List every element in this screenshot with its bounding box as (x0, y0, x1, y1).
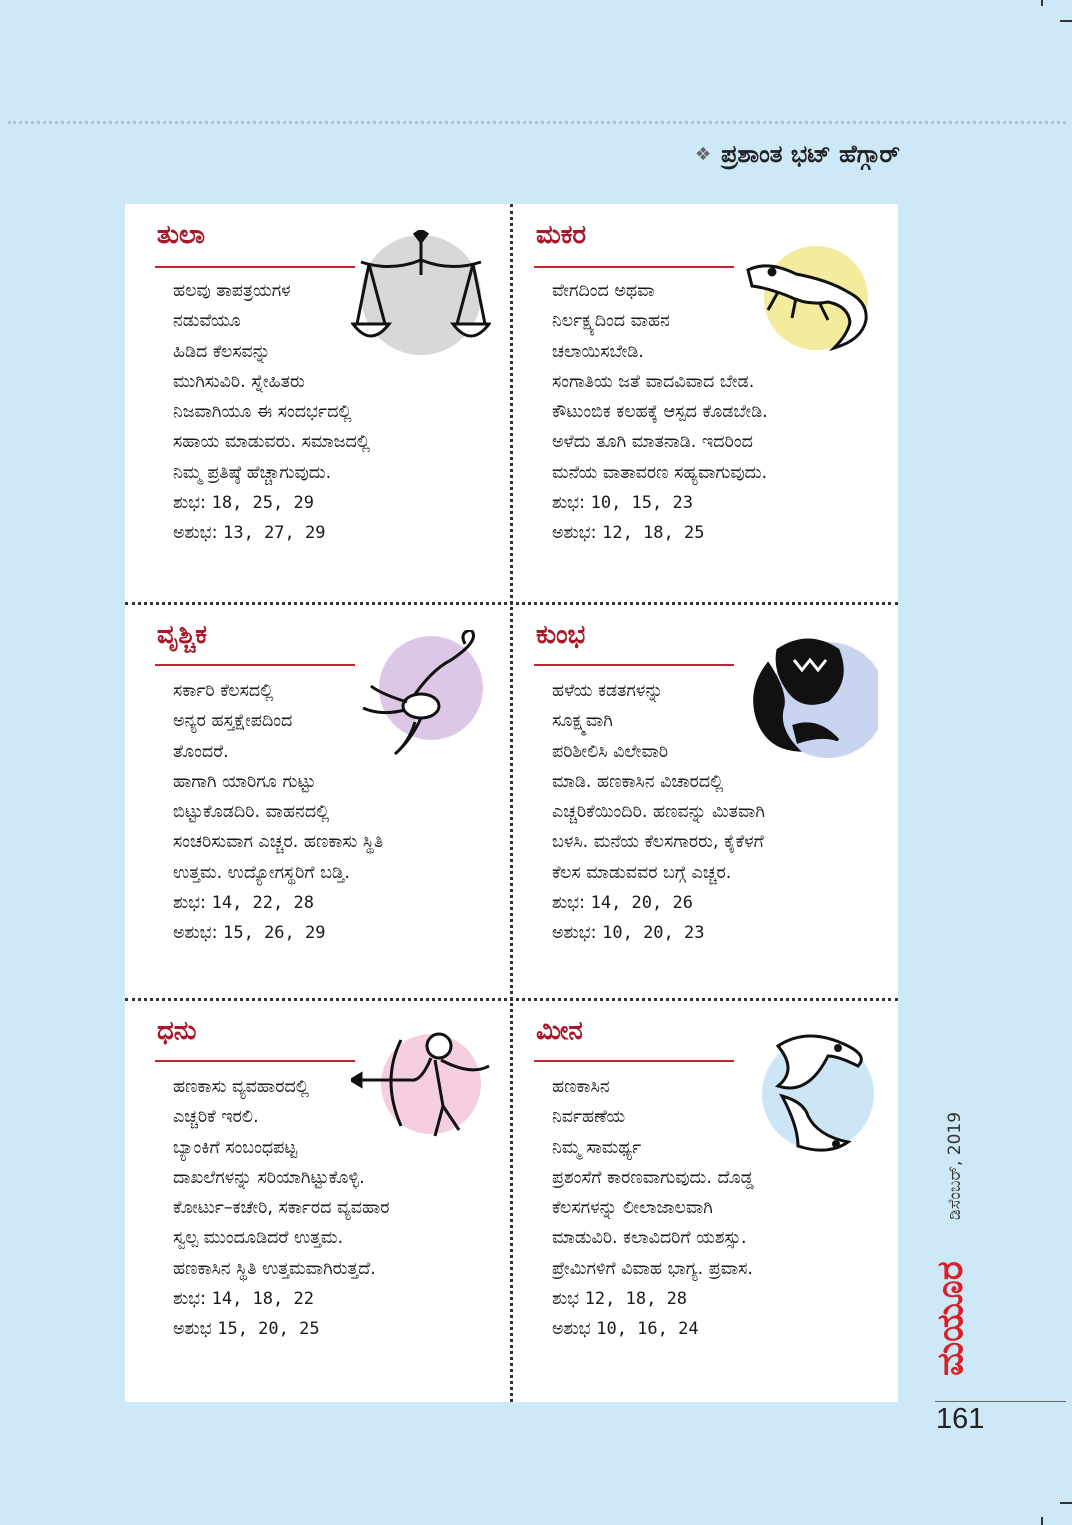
prediction-text (552, 676, 882, 949)
sign-title: ತುಲಾ (157, 220, 206, 250)
text-line: ಹಿಡಿದ ಕೆಲಸವನ್ನು (173, 341, 271, 362)
unlucky-values: 10, 20, 23 (602, 923, 705, 944)
text-line: ಸ್ವಲ್ಪ ಮುಂದೂಡಿದರೆ ಉತ್ತಮ. (173, 1228, 344, 1249)
text-line: ಪ್ರಶಂಸೆಗೆ ಕಾರಣವಾಗುವುದು. ದೊಡ್ಡ (552, 1167, 754, 1188)
text-line: ಹಲವು ತಾಪತ್ರಯಗಳ (173, 281, 291, 301)
text-line: ಎಚ್ಚರಿಕೆಯಿಂದಿರಿ. ಹಣವನ್ನು ಮಿತವಾಗಿ (552, 802, 765, 823)
text-line: ನಿರ್ಲಕ್ಷ್ಯದಿಂದ ವಾಹನ (552, 311, 670, 332)
text-line: ಸೂಕ್ಷ್ಮವಾಗಿ (552, 711, 613, 732)
text-line: ನಿಮ್ಮ ಪ್ರತಿಷ್ಠೆ ಹೆಚ್ಚಾಗುವುದು. (173, 462, 332, 483)
text-line: ಸಹಾಯ ಮಾಡುವರು. ಸಮಾಜದಲ್ಲಿ (173, 432, 371, 453)
crop-mark (1041, 0, 1043, 6)
unlucky-dates (552, 918, 882, 948)
text-line: ಮುಗಿಸುವಿರಿ. ಸ್ನೇಹಿತರು (173, 371, 305, 392)
page-number: 161 (936, 1403, 985, 1435)
unlucky-dates (173, 518, 503, 548)
sign-title: ಮಕರ (536, 220, 587, 250)
sign-card-kumbha (512, 604, 898, 1002)
unlucky-label: ಅಶುಭ (552, 1319, 591, 1340)
text-line: ತೊಂದರೆ. (173, 741, 229, 762)
text-line: ಕೆಲಸಗಳನ್ನು ಲೀಲಾಜಾಲವಾಗಿ (552, 1198, 713, 1219)
title-underline (155, 1060, 355, 1062)
text-line: ಸರ್ಕಾರಿ ಕೆಲಸದಲ್ಲಿ (173, 681, 274, 701)
title-underline (155, 664, 355, 666)
sign-card-vrishchika (125, 604, 511, 1002)
lucky-values: 18, 25, 29 (211, 493, 314, 514)
author-byline (695, 140, 900, 168)
sign-title: ಮೀನ (536, 1016, 583, 1046)
lucky-label: ಶುಭ: (173, 493, 207, 514)
lucky-values: 14, 20, 26 (590, 893, 693, 914)
top-dotted-rule (8, 121, 1066, 124)
text-line: ಹಳೆಯ ಕಡತಗಳನ್ನು (552, 681, 663, 701)
text-line: ವೇಗದಿಂದ ಅಥವಾ (552, 281, 655, 301)
title-underline (534, 1060, 734, 1062)
text-line: ಹಾಗಾಗಿ ಯಾರಿಗೂ ಗುಟ್ಟು (173, 771, 316, 792)
sign-card-meena (512, 1000, 898, 1398)
unlucky-label: ಅಶುಭ: (552, 523, 597, 544)
unlucky-label: ಅಶುಭ (173, 1319, 212, 1340)
text-line: ಮಾಡಿ. ಹಣಕಾಸಿನ ವಿಚಾರದಲ್ಲಿ (552, 771, 724, 792)
unlucky-label: ಅಶುಭ: (173, 523, 218, 544)
lucky-label: ಶುಭ: (173, 893, 207, 914)
unlucky-dates (173, 918, 503, 948)
lucky-values: 14, 18, 22 (211, 1289, 314, 1310)
sign-card-makara (512, 204, 898, 602)
text-line: ಕೋರ್ಟು–ಕಚೇರಿ, ಸರ್ಕಾರದ ವ್ಯವಹಾರ (173, 1198, 390, 1219)
text-line: ನಿಮ್ಮ ಸಾಮರ್ಥ್ಯ (552, 1137, 642, 1158)
text-line: ಪರಿಶೀಲಿಸಿ ವಿಲೇವಾರಿ (552, 741, 669, 762)
lucky-values: 10, 15, 23 (590, 493, 693, 514)
text-line: ಉತ್ತಮ. ಉದ್ಯೋಗಸ್ಥರಿಗೆ ಬಡ್ತಿ. (173, 862, 350, 883)
sign-card-dhanu (125, 1000, 511, 1398)
sign-title: ವೃಶ್ಚಿಕ (157, 620, 207, 650)
crop-mark (1060, 1502, 1072, 1504)
lucky-dates (173, 1284, 503, 1314)
text-line: ನಡುವೆಯೂ (173, 311, 241, 332)
text-line: ಬಳಸಿ. ಮನೆಯ ಕೆಲಸಗಾರರು, ಕೈಕೆಳಗೆ (552, 832, 764, 853)
unlucky-values: 15, 20, 25 (217, 1319, 320, 1340)
text-line: ಕೆಲಸ ಮಾಡುವವರ ಬಗ್ಗೆ ಎಚ್ಚರ. (552, 862, 732, 883)
text-line: ನಿಜವಾಗಿಯೂ ಈ ಸಂದರ್ಭದಲ್ಲಿ (173, 402, 352, 423)
lucky-dates (552, 488, 882, 518)
magazine-logo: ಮಯೂರ (930, 1261, 971, 1376)
text-line: ಹಣಕಾಸು ವ್ಯವಹಾರದಲ್ಲಿ (173, 1077, 309, 1097)
issue-date: ಡಿಸೆಂಬರ್, 2019 (945, 1111, 965, 1220)
prediction-text (552, 1072, 882, 1345)
unlucky-dates (173, 1314, 503, 1344)
text-line: ಬ್ಯಾಂಕಿಗೆ ಸಂಬಂಧಪಟ್ಟ (173, 1137, 298, 1158)
prediction-text (552, 276, 882, 549)
unlucky-values: 13, 27, 29 (223, 523, 326, 544)
text-line: ಸಂಚರಿಸುವಾಗ ಎಚ್ಚರ. ಹಣಕಾಸು ಸ್ಥಿತಿ (173, 832, 384, 853)
text-line: ಮನೆಯ ವಾತಾವರಣ ಸಹ್ಯವಾಗುವುದು. (552, 462, 768, 483)
lucky-dates (173, 488, 503, 518)
unlucky-values: 10, 16, 24 (596, 1319, 699, 1340)
title-underline (155, 266, 355, 268)
lucky-dates (552, 1284, 882, 1314)
text-line: ಹಣಕಾಸಿನ (552, 1077, 610, 1097)
lucky-values: 12, 18, 28 (584, 1289, 688, 1310)
text-line: ಪ್ರೇಮಿಗಳಿಗೆ ವಿವಾಹ ಭಾಗ್ಯ. ಪ್ರವಾಸ. (552, 1258, 753, 1279)
text-line: ಸಂಗಾತಿಯ ಜತೆ ವಾದವಿವಾದ ಬೇಡ. (552, 371, 755, 392)
lucky-dates (552, 888, 882, 918)
crop-mark (1060, 20, 1072, 22)
prediction-text (173, 1072, 503, 1345)
unlucky-label: ಅಶುಭ: (552, 923, 597, 944)
unlucky-values: 15, 26, 29 (223, 923, 326, 944)
unlucky-label: ಅಶುಭ: (173, 923, 218, 944)
lucky-label: ಶುಭ: (552, 493, 586, 514)
lucky-dates (173, 888, 503, 918)
text-line: ಬಿಟ್ಟುಕೊಡದಿರಿ. ವಾಹನದಲ್ಲಿ (173, 802, 330, 823)
prediction-text (173, 676, 503, 949)
lucky-label: ಶುಭ: (552, 893, 586, 914)
title-underline (534, 266, 734, 268)
lucky-label: ಶುಭ: (173, 1289, 207, 1310)
unlucky-dates (552, 518, 882, 548)
text-line: ನಿರ್ವಹಣೆಯ (552, 1107, 626, 1128)
prediction-text (173, 276, 503, 549)
text-line: ಅಳೆದು ತೂಗಿ ಮಾತನಾಡಿ. ಇದರಿಂದ (552, 432, 753, 453)
crop-mark (1041, 1517, 1043, 1525)
text-line: ಎಚ್ಚರಿಕೆ ಇರಲಿ. (173, 1107, 259, 1128)
text-line: ಕೌಟುಂಬಿಕ ಕಲಹಕ್ಕೆ ಆಸ್ಪದ ಕೊಡಬೇಡಿ. (552, 402, 768, 423)
sign-card-tula (125, 204, 511, 602)
title-underline (534, 664, 734, 666)
text-line: ಹಣಕಾಸಿನ ಸ್ಥಿತಿ ಉತ್ತಮವಾಗಿರುತ್ತದೆ. (173, 1258, 376, 1279)
page-number-rule (935, 1401, 1066, 1402)
sign-title: ಕುಂಭ (536, 620, 586, 650)
lucky-values: 14, 22, 28 (211, 893, 314, 914)
unlucky-dates (552, 1314, 882, 1344)
sign-title: ಧನು (157, 1016, 197, 1046)
text-line: ಮಾಡುವಿರಿ. ಕಲಾವಿದರಿಗೆ ಯಶಸ್ಸು. (552, 1228, 747, 1249)
unlucky-values: 12, 18, 25 (602, 523, 705, 544)
diamond-bullet-icon: ❖ (694, 144, 712, 165)
horoscope-panel (125, 204, 898, 1402)
lucky-label: ಶುಭ (552, 1289, 580, 1310)
text-line: ಅನ್ಯರ ಹಸ್ತಕ್ಷೇಪದಿಂದ (173, 711, 293, 732)
text-line: ಚಲಾಯಿಸಬೇಡಿ. (552, 341, 644, 362)
text-line: ದಾಖಲೆಗಳನ್ನು ಸರಿಯಾಗಿಟ್ಟುಕೊಳ್ಳಿ. (173, 1167, 365, 1188)
author-name: ಪ್ರಶಾಂತ ಭಟ್ ಹೆಗ್ಗಾರ್ (721, 140, 900, 168)
